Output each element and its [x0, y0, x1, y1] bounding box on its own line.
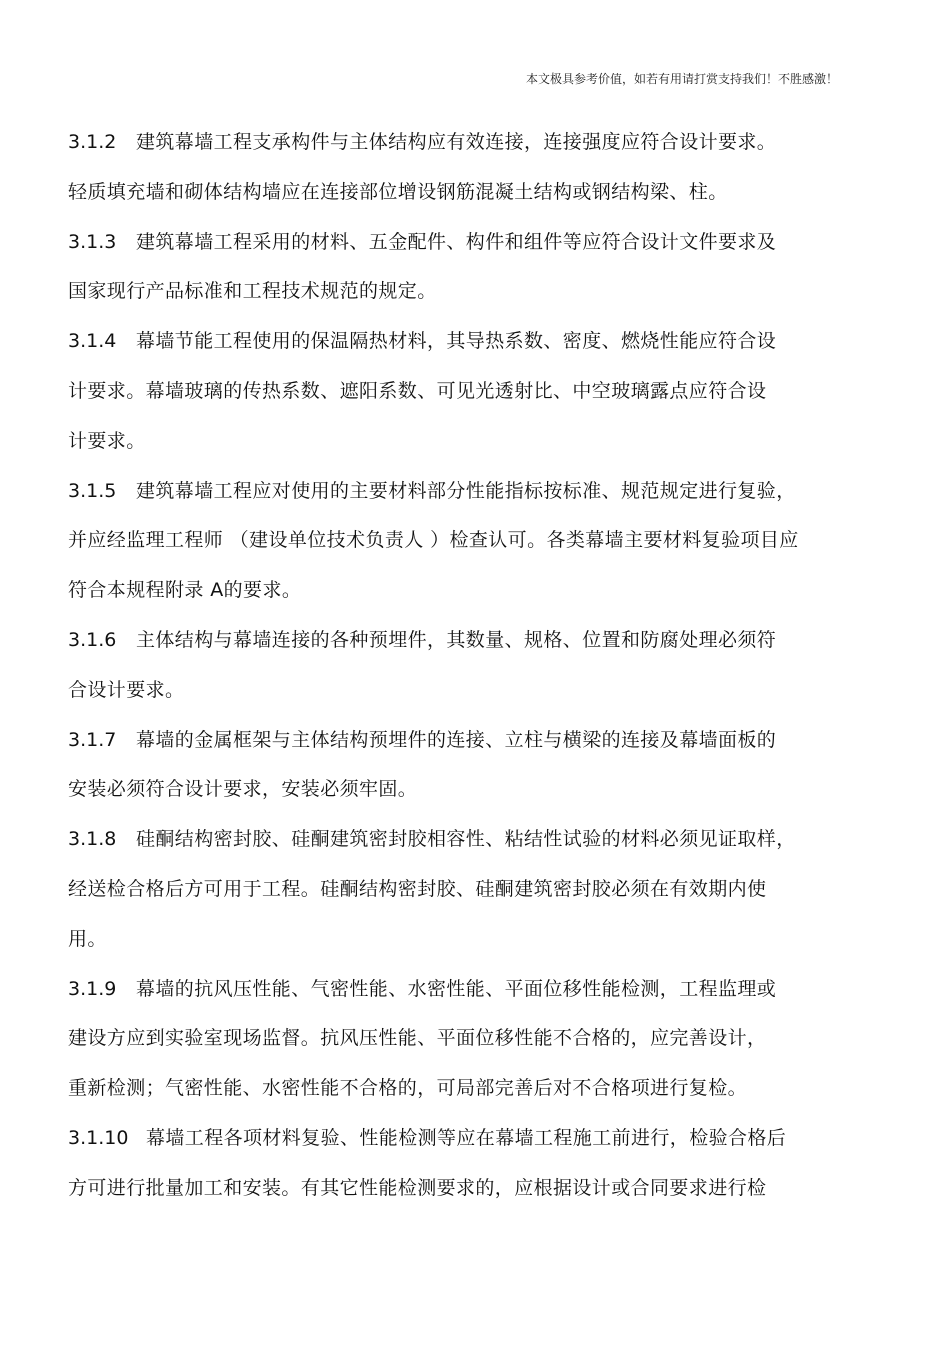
clause-3-1-9 [68, 965, 858, 1114]
clause-number: 3.1.9 [68, 977, 117, 1000]
clause-number: 3.1.3 [68, 230, 117, 253]
clause-text: 计要求。幕墙玻璃的传热系数、遮阳系数、可见光透射比、中空玻璃露点应符合设 [68, 379, 767, 402]
clause-number: 3.1.10 [68, 1126, 129, 1149]
clause-text: 主体结构与幕墙连接的各种预埋件，其数量、规格、位置和防腐处理必须符 [136, 628, 777, 651]
clause-text: 并应经监理工程师 （建设单位技术负责人 ）检查认可。各类幕墙主要材料复验项目应 [68, 529, 799, 552]
clause-text: 轻质填充墙和砌体结构墙应在连接部位增设钢筋混凝土结构或钢结构梁、柱。 [68, 180, 728, 203]
clause-number: 3.1.8 [68, 828, 117, 851]
clause-text: 建筑幕墙工程采用的材料、五金配件、构件和组件等应符合设计文件要求及 [136, 230, 777, 253]
clause-number: 3.1.2 [68, 131, 117, 153]
clause-text: 国家现行产品标准和工程技术规范的规定。 [68, 280, 437, 303]
clause-text: 合设计要求。 [68, 678, 185, 701]
clause-text: 建设方应到实验室现场监督。抗风压性能、平面位移性能不合格的，应完善设计， [68, 1027, 767, 1050]
clause-text: 计要求。 [68, 429, 146, 452]
clause-3-1-4 [68, 317, 858, 466]
clause-number: 3.1.6 [68, 628, 117, 651]
clause-text: 建筑幕墙工程应对使用的主要材料部分性能指标按标准、规范规定进行复验， [136, 479, 796, 502]
clause-text: 重新检测；气密性能、水密性能不合格的，可局部完善后对不合格项进行复检。 [68, 1077, 748, 1100]
clause-text: 幕墙的金属框架与主体结构预埋件的连接、立柱与横梁的连接及幕墙面板的 [136, 728, 777, 751]
clause-number: 3.1.4 [68, 330, 117, 353]
clause-text: 符合本规程附录 A的要求。 [68, 579, 302, 602]
clause-text: 幕墙的抗风压性能、气密性能、水密性能、平面位移性能检测，工程监理或 [136, 977, 777, 1000]
clause-3-1-3 [68, 218, 858, 318]
clause-3-1-5 [68, 467, 858, 616]
clause-3-1-10 [68, 1114, 858, 1214]
document-body [68, 118, 858, 1214]
clause-text: 经送检合格后方可用于工程。硅酮结构密封胶、硅酮建筑密封胶必须在有效期内使 [68, 877, 767, 900]
clause-text: 方可进行批量加工和安装。有其它性能检测要求的，应根据设计或合同要求进行检 [68, 1176, 767, 1199]
clause-3-1-7 [68, 716, 858, 816]
clause-text: 建筑幕墙工程支承构件与主体结构应有效连接，连接强度应符合设计要求。 [136, 131, 777, 153]
clause-text: 幕墙节能工程使用的保温隔热材料，其导热系数、密度、燃烧性能应符合设 [136, 330, 777, 353]
clause-3-1-8 [68, 815, 858, 964]
clause-number: 3.1.7 [68, 728, 117, 751]
header-note: 本文极具参考价值，如若有用请打赏支持我们！不胜感激！ [525, 72, 838, 86]
clause-3-1-6 [68, 616, 858, 716]
clause-3-1-2 [68, 118, 858, 218]
clause-text: 用。 [68, 927, 107, 950]
clause-text: 硅酮结构密封胶、硅酮建筑密封胶相容性、粘结性试验的材料必须见证取样， [136, 828, 796, 851]
clause-number: 3.1.5 [68, 479, 117, 502]
clause-text: 安装必须符合设计要求，安装必须牢固。 [68, 778, 418, 801]
clause-text: 幕墙工程各项材料复验、性能检测等应在幕墙工程施工前进行，检验合格后 [146, 1126, 787, 1149]
